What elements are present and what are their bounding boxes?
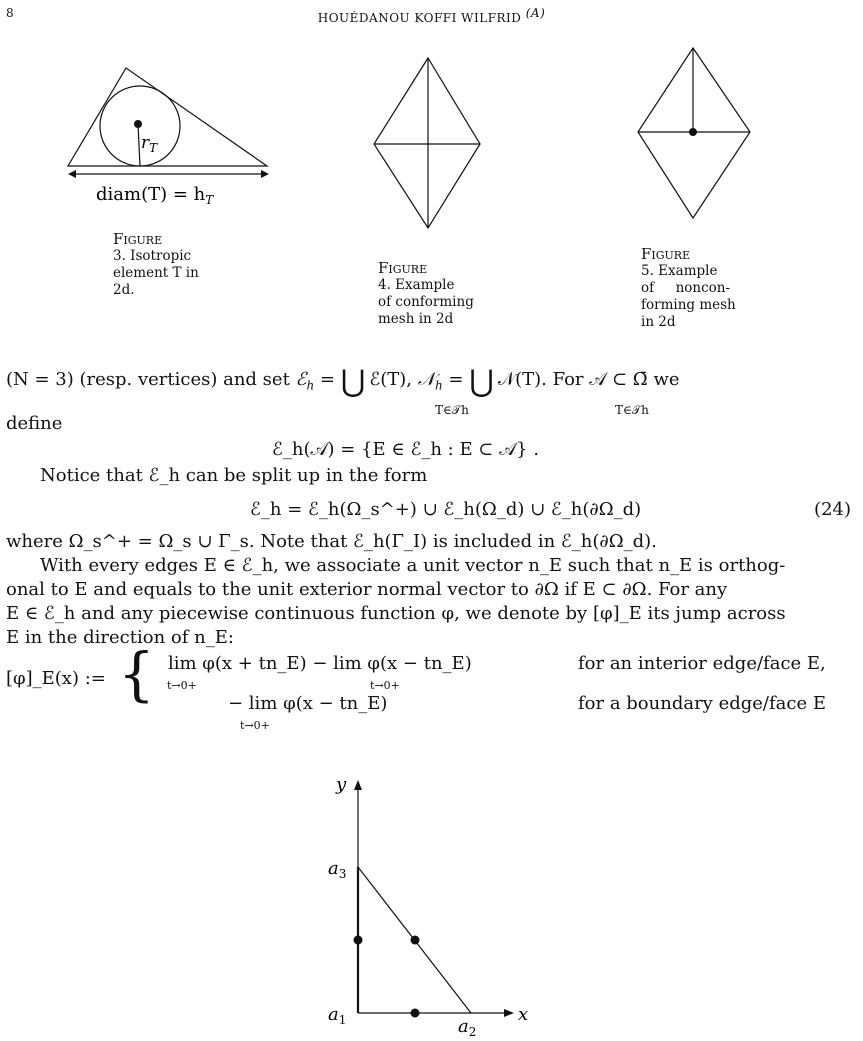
- figure-4-caption: [378, 260, 478, 328]
- text-line-define: define: [6, 413, 63, 434]
- caption-head: Figure: [378, 259, 428, 277]
- caption-line: forming mesh: [641, 297, 736, 313]
- caption-line: 5. Example: [641, 263, 718, 279]
- jump-case-2-condition: for a boundary edge/face E: [578, 693, 826, 714]
- jump-definition-lhs: [φ]_E(x) :=: [6, 668, 106, 689]
- text-line-jump: E ∈ ℰ_h and any piecewise continuous function φ, we denote by [φ]_E its jump across: [6, 603, 786, 624]
- caption-line: 4. Example: [378, 277, 455, 293]
- text-line-notice: Notice that ℰ_h can be split up in the form: [40, 465, 428, 486]
- figure-4-conforming-mesh: [370, 55, 480, 235]
- running-header: [0, 6, 863, 25]
- vertex-a3-label: $a_3$: [328, 858, 347, 881]
- figure-5-nonconforming-mesh: [635, 45, 753, 225]
- figure-3-isotropic-element: [60, 60, 280, 210]
- jump-case-1-condition: for an interior edge/face E,: [578, 653, 826, 674]
- caption-line: in 2d: [641, 314, 676, 330]
- caption-head: Figure: [113, 230, 163, 248]
- union-subscript: T∈𝒯h: [615, 403, 649, 417]
- text-line-with-every: With every edges E ∈ ℰ_h, we associate a unit vector n_E such that n_E is orthog-: [40, 555, 786, 576]
- figure-5-caption: [641, 246, 741, 331]
- page-number: 8: [6, 6, 14, 20]
- header-superscript: (A): [525, 6, 546, 20]
- equation-24: ℰ_h = ℰ_h(Ω_s^+) ∪ ℰ_h(Ω_d) ∪ ℰ_h(∂Ω_d): [250, 499, 642, 520]
- vertex-a2-label: $a_2$: [458, 1016, 477, 1039]
- text-line-direction: E in the direction of n_E:: [6, 627, 234, 648]
- caption-line: 2d.: [113, 282, 135, 298]
- text-line-where: where Ω_s^+ = Ω_s ∪ Γ_s. Note that ℰ_h(Γ_I) is included in ℰ_h(∂Ω_d).: [6, 531, 657, 552]
- axis-y-label: y: [336, 774, 347, 795]
- figure-reference-triangle: [320, 770, 550, 1040]
- caption-line: 3. Isotropic: [113, 248, 192, 264]
- radius-label: $r_T$: [141, 133, 158, 155]
- equation-e-h-A: ℰ_h(𝒜) = {E ∈ ℰ_h : E ⊂ 𝒜} .: [272, 439, 540, 460]
- equation-number: (24): [814, 499, 851, 520]
- vertex-a1-label: $a_1$: [328, 1004, 347, 1027]
- caption-line: element T in: [113, 265, 199, 281]
- left-brace: {: [118, 640, 155, 708]
- caption-line: of noncon-: [641, 280, 731, 296]
- text-line-onal: onal to E and equals to the unit exterior normal vector to ∂Ω if E ⊂ ∂Ω. For any: [6, 579, 728, 600]
- jump-case-1: lim φ(x + tn_E) − lim φ(x − tn_E): [168, 653, 472, 674]
- text-line-1: (N = 3) (resp. vertices) and set ℰ$_h$ = ⋃ ℰ(T), 𝒩$_h$ = ⋃ 𝒩(T). For 𝒜 ⊂ Ω̄ we: [6, 364, 680, 399]
- lim-subscript: t→0+: [370, 679, 400, 692]
- caption-line: of conforming: [378, 294, 474, 310]
- header-text: HOUÉDANOU KOFFI WILFRID: [317, 11, 526, 25]
- caption-line: mesh in 2d: [378, 311, 454, 327]
- lim-subscript: t→0+: [167, 679, 197, 692]
- axis-x-label: x: [518, 1004, 529, 1025]
- diameter-label: diam(T) = $h_T$: [96, 184, 214, 207]
- lim-subscript: t→0+: [240, 719, 270, 732]
- figure-3-caption: [113, 231, 203, 299]
- jump-case-2: − lim φ(x − tn_E): [228, 693, 388, 714]
- caption-head: Figure: [641, 245, 691, 263]
- union-subscript: T∈𝒯h: [435, 403, 469, 417]
